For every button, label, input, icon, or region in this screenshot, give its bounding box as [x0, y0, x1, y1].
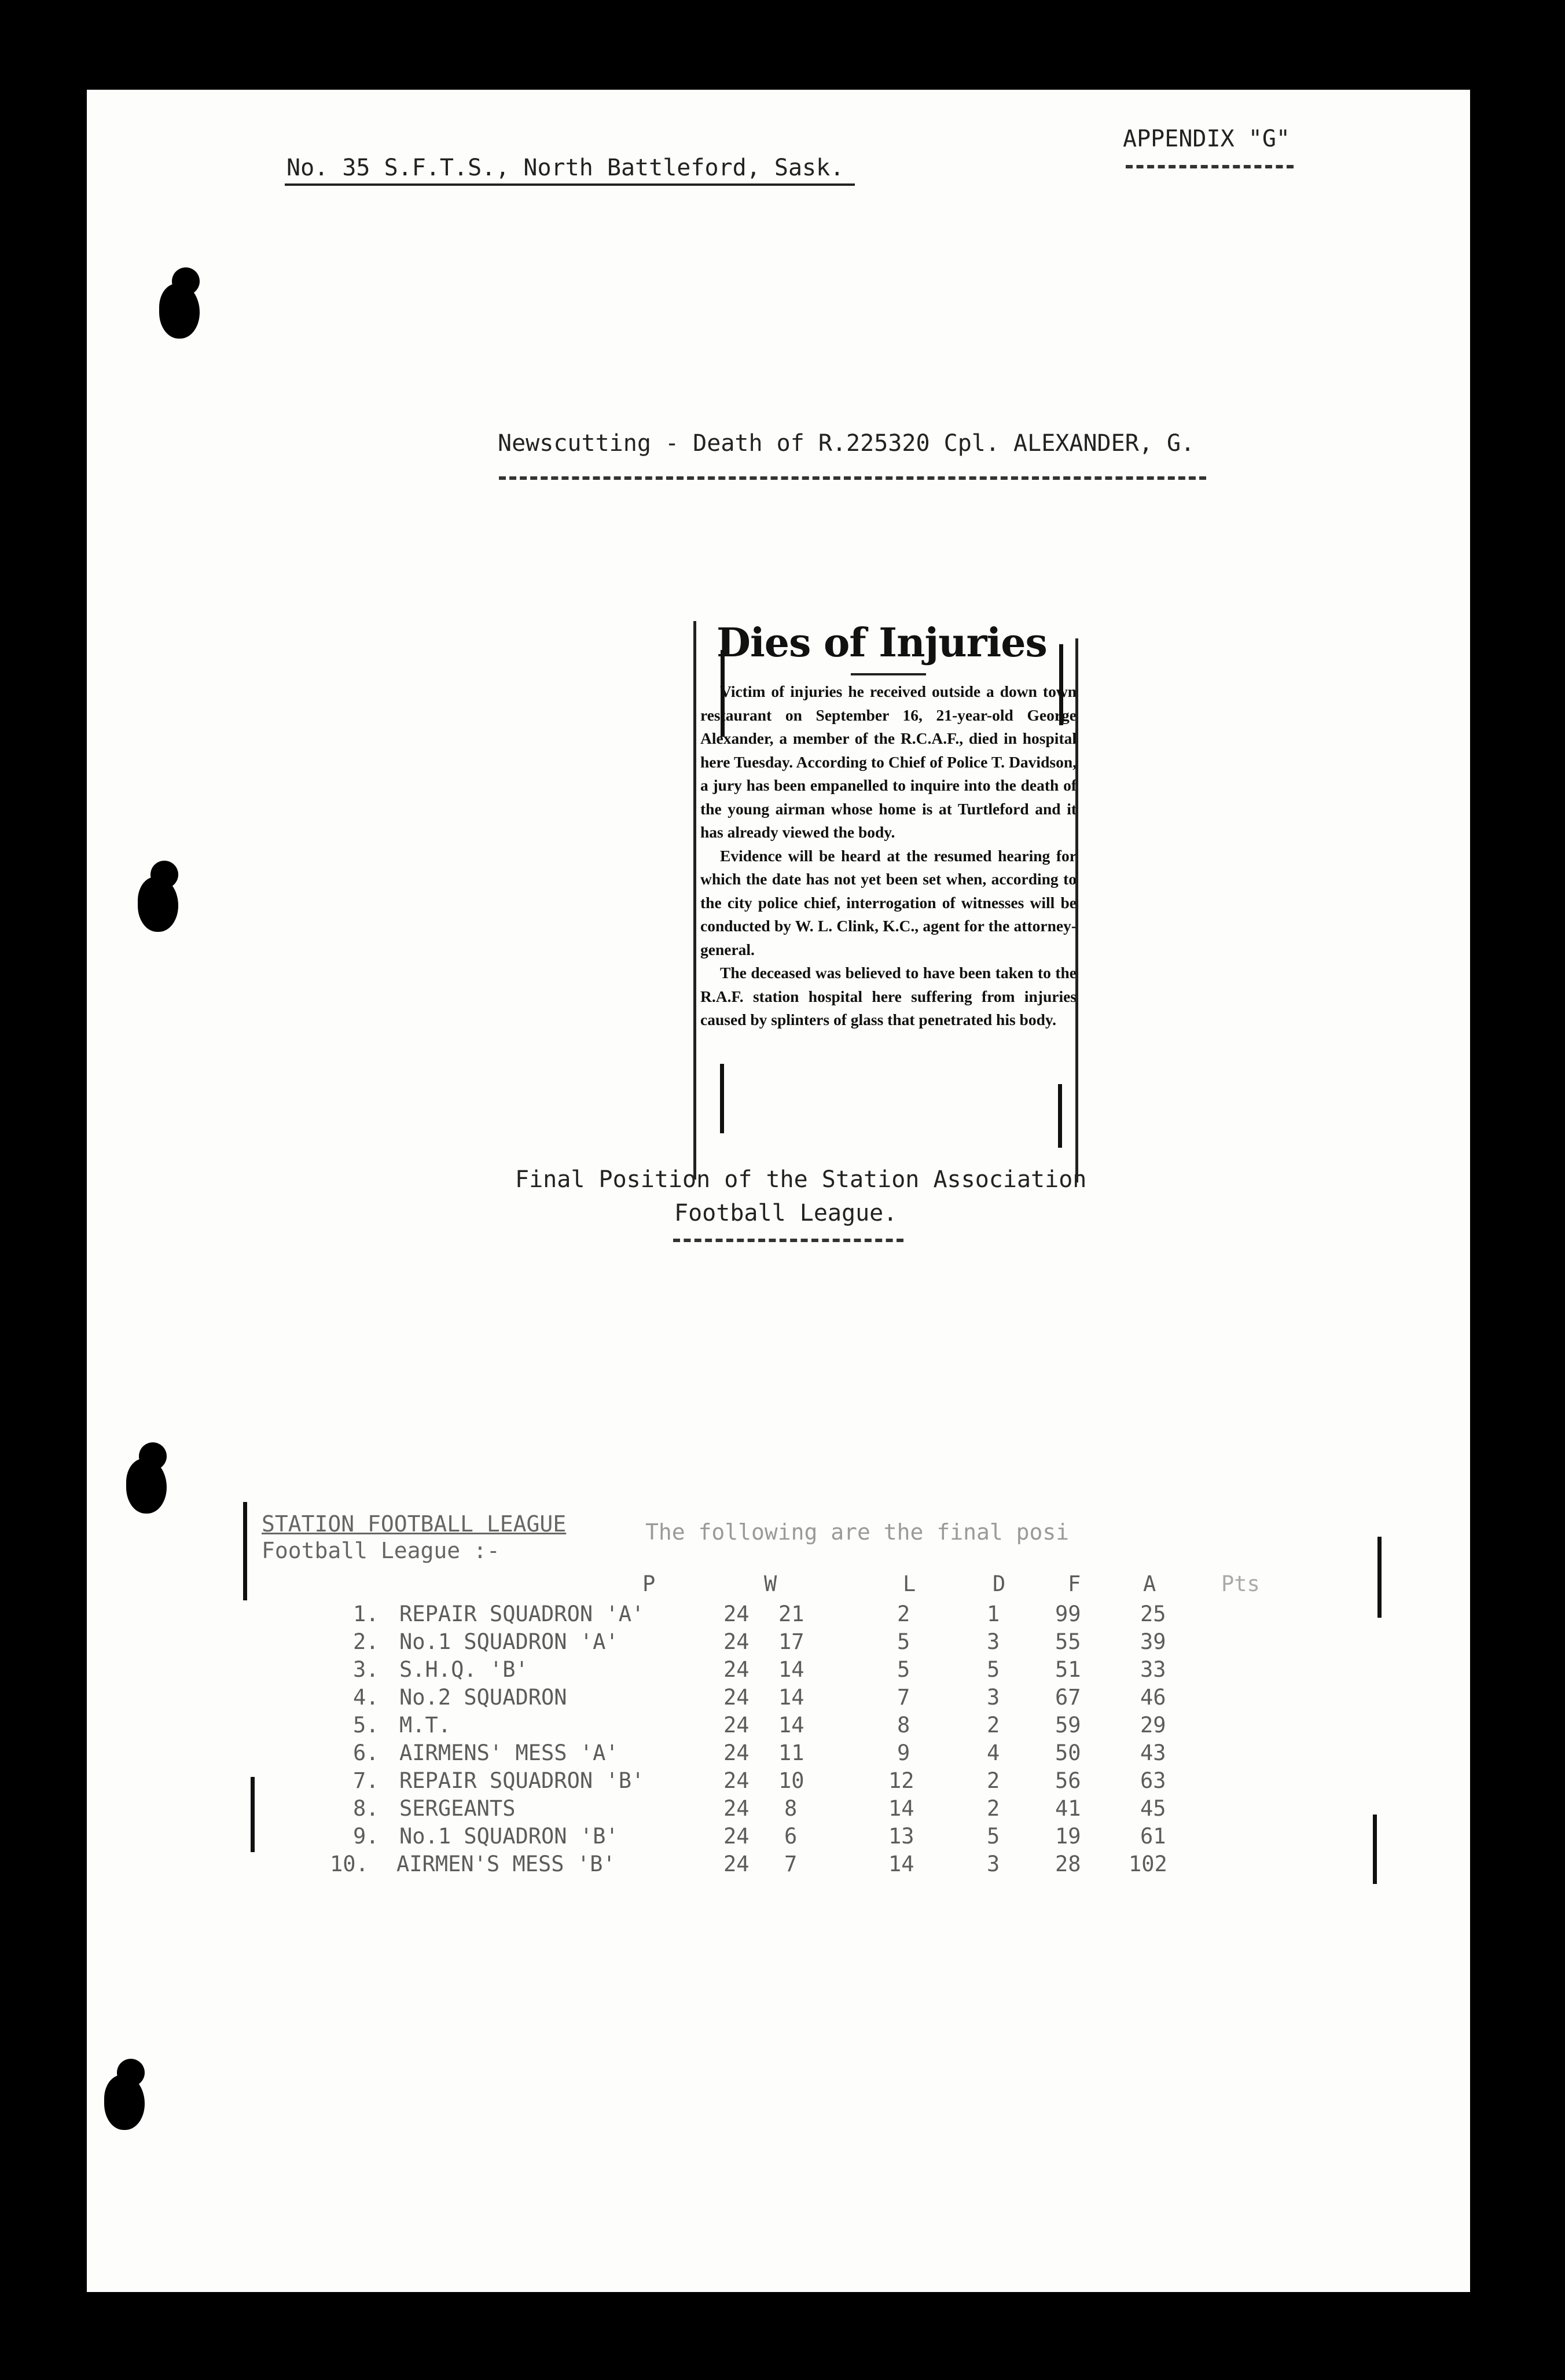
col-header-a: A	[1143, 1571, 1156, 1596]
row-num: 5.	[353, 1713, 379, 1738]
table-row	[315, 1713, 1299, 1742]
row-team: AIRMENS' MESS 'A'	[399, 1740, 619, 1765]
row-won: 11	[778, 1740, 804, 1765]
row-played: 24	[723, 1852, 750, 1876]
league-title-line2: Football League.	[674, 1200, 898, 1226]
row-played: 24	[723, 1657, 750, 1682]
row-played: 24	[723, 1713, 750, 1738]
row-against: 33	[1140, 1657, 1166, 1682]
row-played: 24	[723, 1768, 750, 1793]
row-team: No.1 SQUADRON 'A'	[399, 1629, 619, 1654]
table-row	[315, 1629, 1299, 1658]
table-subtitle: Football League :-	[262, 1538, 500, 1563]
row-won: 14	[778, 1657, 804, 1682]
row-against: 61	[1140, 1824, 1166, 1849]
table-header-row	[315, 1571, 1299, 1600]
col-header-pts: Pts	[1221, 1571, 1260, 1596]
row-drawn: 4	[987, 1740, 1000, 1765]
row-lost: 5	[897, 1629, 910, 1654]
row-against: 46	[1140, 1685, 1166, 1710]
row-against: 43	[1140, 1740, 1166, 1765]
row-won: 7	[784, 1852, 798, 1876]
table-mark-left-bottom	[251, 1777, 255, 1852]
row-num: 9.	[353, 1824, 379, 1849]
table-row	[315, 1852, 1299, 1881]
row-num: 8.	[353, 1796, 379, 1821]
row-num: 4.	[353, 1685, 379, 1710]
clipping-headline: Dies of Injuries	[717, 620, 1047, 666]
row-lost: 14	[888, 1852, 914, 1876]
league-title-line1: Final Position of the Station Association	[515, 1166, 1087, 1193]
newscutting-caption: Newscutting - Death of R.225320 Cpl. ALEXANDER, G.	[498, 430, 1195, 457]
table-row	[315, 1824, 1299, 1853]
row-lost: 5	[897, 1657, 910, 1682]
row-num: 1.	[353, 1602, 379, 1626]
row-team: S.H.Q. 'B'	[399, 1657, 528, 1682]
row-num: 7.	[353, 1768, 379, 1793]
appendix-label: APPENDIX "G"	[1123, 126, 1290, 152]
row-team: M.T.	[399, 1713, 451, 1738]
row-won: 21	[778, 1602, 804, 1626]
row-against: 29	[1140, 1713, 1166, 1738]
row-for: 99	[1055, 1602, 1081, 1626]
row-drawn: 3	[987, 1685, 1000, 1710]
row-played: 24	[723, 1602, 750, 1626]
row-drawn: 1	[987, 1602, 1000, 1626]
row-for: 51	[1055, 1657, 1081, 1682]
col-header-w: W	[764, 1571, 777, 1596]
table-row	[315, 1602, 1299, 1630]
row-drawn: 3	[987, 1852, 1000, 1876]
row-team: REPAIR SQUADRON 'B'	[399, 1768, 645, 1793]
row-lost: 13	[888, 1824, 914, 1849]
row-drawn: 5	[987, 1657, 1000, 1682]
row-drawn: 5	[987, 1824, 1000, 1849]
row-against: 25	[1140, 1602, 1166, 1626]
col-header-f: F	[1068, 1571, 1081, 1596]
table-row	[315, 1685, 1299, 1714]
row-played: 24	[723, 1685, 750, 1710]
row-team: AIRMEN'S MESS 'B'	[396, 1852, 616, 1876]
table-mark-left-top	[243, 1502, 247, 1600]
row-lost: 12	[888, 1768, 914, 1793]
col-header-p: P	[642, 1571, 656, 1596]
league-table	[87, 90, 1470, 2292]
row-team: No.1 SQUADRON 'B'	[399, 1824, 619, 1849]
clipping-paragraph-2: Evidence will be heard at the resumed hearing for which the date has not yet been set when, according to the city police chief, interrogation of witnesses will be conducted by W. L. Clink, K.C., agent for the attorney-general.	[700, 846, 1077, 958]
row-drawn: 2	[987, 1713, 1000, 1738]
row-lost: 9	[897, 1740, 910, 1765]
table-intro: The following are the final posi	[645, 1519, 1070, 1545]
row-played: 24	[723, 1629, 750, 1654]
clipping-paragraph-3: The deceased was believed to have been taken to the R.A.F. station hospital here suffering from injuries caused by splinters of glass that penetrated his body.	[700, 964, 1077, 1029]
row-played: 24	[723, 1740, 750, 1765]
row-for: 59	[1055, 1713, 1081, 1738]
row-won: 8	[784, 1796, 798, 1821]
table-row	[315, 1740, 1299, 1769]
row-team: No.2 SQUADRON	[399, 1685, 567, 1710]
table-row	[315, 1657, 1299, 1686]
row-drawn: 2	[987, 1796, 1000, 1821]
row-lost: 8	[897, 1713, 910, 1738]
row-for: 50	[1055, 1740, 1081, 1765]
table-title: STATION FOOTBALL LEAGUE	[262, 1511, 567, 1537]
row-won: 17	[778, 1629, 804, 1654]
row-for: 19	[1055, 1824, 1081, 1849]
row-num: 6.	[353, 1740, 379, 1765]
table-mark-right-bottom	[1373, 1815, 1377, 1884]
col-header-d: D	[993, 1571, 1006, 1596]
row-won: 14	[778, 1685, 804, 1710]
row-won: 10	[778, 1768, 804, 1793]
row-against: 45	[1140, 1796, 1166, 1821]
row-lost: 14	[888, 1796, 914, 1821]
row-played: 24	[723, 1796, 750, 1821]
row-drawn: 2	[987, 1768, 1000, 1793]
row-won: 6	[784, 1824, 798, 1849]
clipping-paragraph-1: Victim of injuries he received outside a down town restaurant on September 16, 21-year-old George Alexander, a member of the R.C.A.F., died in hospital here Tuesday. According to Chief of Police T. Davidson, a jury has been empanelled to inquire into the death of the young airman whose home is at Turtleford and it has already viewed the body.	[700, 682, 1077, 841]
row-for: 56	[1055, 1768, 1081, 1793]
row-lost: 2	[897, 1602, 910, 1626]
table-row	[315, 1768, 1299, 1797]
row-team: REPAIR SQUADRON 'A'	[399, 1602, 645, 1626]
document-page	[87, 90, 1470, 2292]
row-against: 63	[1140, 1768, 1166, 1793]
row-drawn: 3	[987, 1629, 1000, 1654]
unit-header: No. 35 S.F.T.S., North Battleford, Sask.	[286, 155, 844, 181]
table-row	[315, 1796, 1299, 1825]
row-against: 39	[1140, 1629, 1166, 1654]
row-team: SERGEANTS	[399, 1796, 516, 1821]
row-won: 14	[778, 1713, 804, 1738]
row-for: 55	[1055, 1629, 1081, 1654]
row-num: 2.	[353, 1629, 379, 1654]
row-for: 67	[1055, 1685, 1081, 1710]
row-num: 10.	[330, 1852, 369, 1876]
row-num: 3.	[353, 1657, 379, 1682]
col-header-l: L	[903, 1571, 916, 1596]
table-mark-right-top	[1377, 1537, 1382, 1618]
row-for: 28	[1055, 1852, 1081, 1876]
row-against: 102	[1129, 1852, 1167, 1876]
row-lost: 7	[897, 1685, 910, 1710]
row-for: 41	[1055, 1796, 1081, 1821]
row-played: 24	[723, 1824, 750, 1849]
